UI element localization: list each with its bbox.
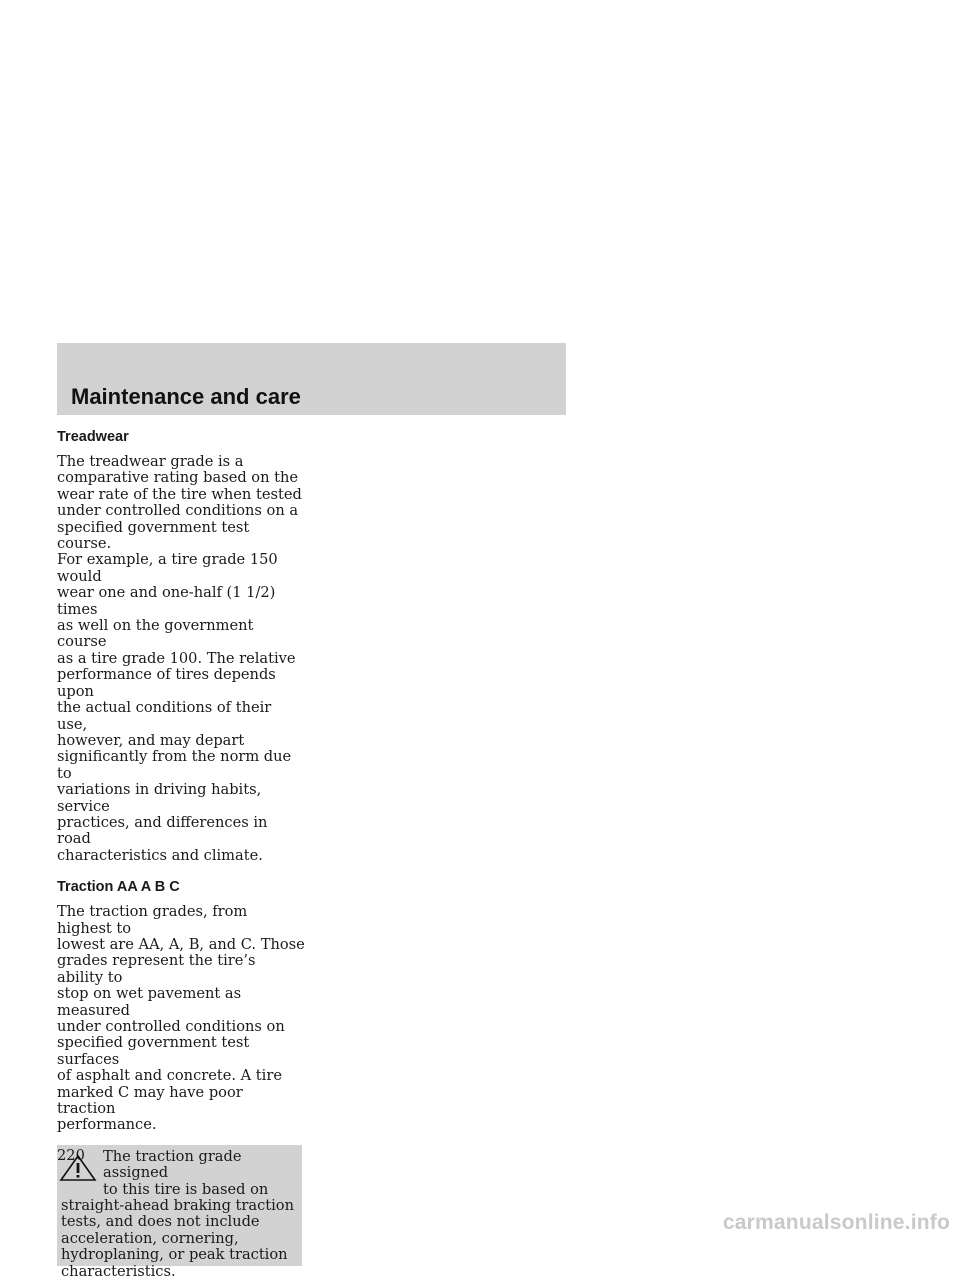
- treadwear-heading: Treadwear: [57, 429, 129, 445]
- section-header-band: [57, 343, 566, 415]
- warning-rest: straight-ahead braking traction tests, and does not include acceleration, cornering, hydroplaning, or peak traction characteristics.: [61, 1197, 294, 1280]
- traction-heading: Traction AA A B C: [57, 879, 180, 896]
- traction-paragraph: The traction grades, from highest to lowest are AA, A, B, and C. Those grades represent the tire’s ability to stop on wet pavement as measured under controlled conditions on specified government test surfaces of asphalt and concrete. A tire marked C may have poor traction performance.: [57, 903, 305, 1134]
- warning-box: [57, 1145, 302, 1280]
- section-title: Maintenance and care: [71, 384, 301, 409]
- warning-line-1: The traction grade assigned: [103, 1147, 242, 1182]
- treadwear-paragraph: The treadwear grade is a comparative rating based on the wear rate of the tire when tested under controlled conditions on a specified government test course. For example, a tire grade 150 would wear one and one-half (1 1/2) times as well on the government course as a tire grade 100. The relative performance of tires depends upon the actual conditions of their use, however, and may depart significantly from the norm due to variations in driving habits, service practices, and differences in road characteristics and climate.: [57, 453, 302, 864]
- page-number: 220: [57, 1147, 85, 1164]
- warning-line-2: to this tire is based on: [103, 1180, 269, 1198]
- footer-watermark: carmanualsonline.info: [722, 1211, 950, 1234]
- main-column: [57, 428, 305, 1280]
